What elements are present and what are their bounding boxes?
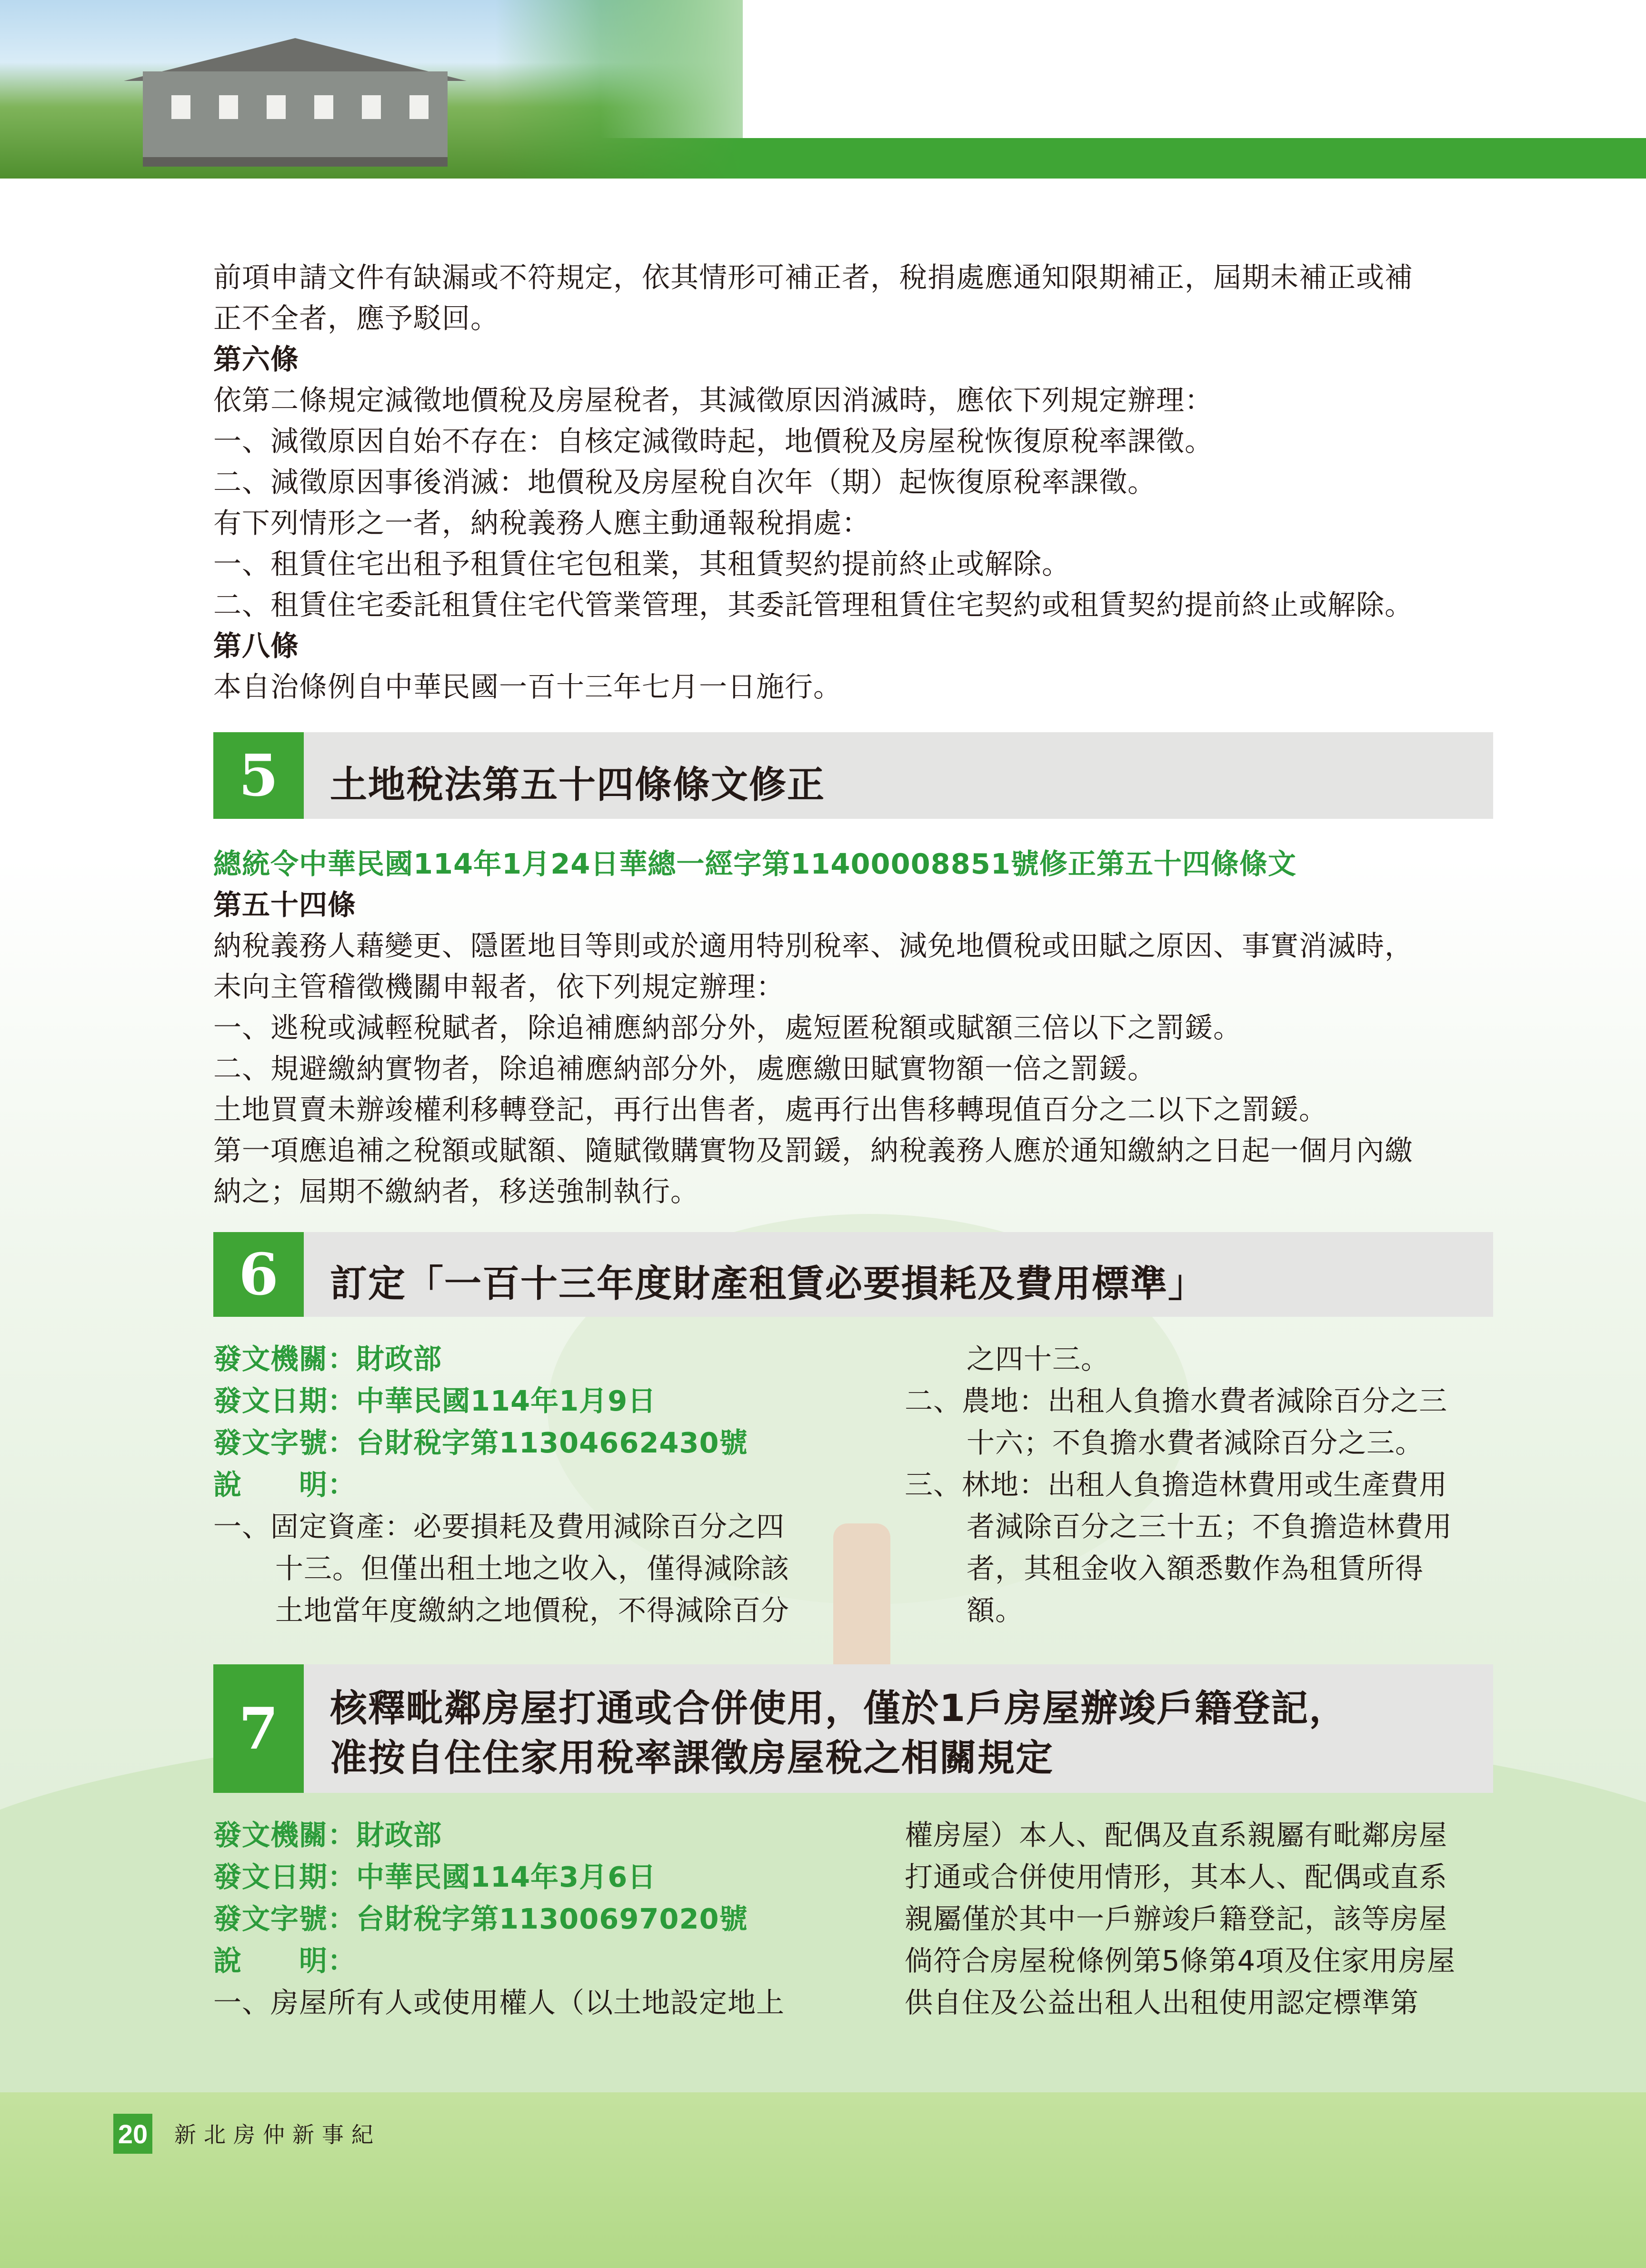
body-line: 一、固定資產：必要損耗及費用減除百分之四: [213, 1510, 785, 1543]
body-line: 納之；屆期不繳納者，移送強制執行。: [213, 1175, 699, 1208]
section-6-header: [213, 1232, 1493, 1317]
body-line: 一、減徵原因自始不存在：自核定減徵時起，地價稅及房屋稅恢復原稅率課徵。: [213, 425, 1214, 458]
section-number: 6: [213, 1232, 304, 1317]
section-number: 7: [213, 1664, 304, 1793]
body-line: 一、租賃住宅出租予租賃住宅包租業，其租賃契約提前終止或解除。: [213, 547, 1071, 580]
body-line: 一、逃稅或減輕稅賦者，除追補應納部分外，處短匿稅額或賦額三倍以下之罰鍰。: [213, 1011, 1242, 1044]
body-line: 之四十三。: [967, 1343, 1110, 1375]
body-line: 倘符合房屋稅條例第5條第4項及住家用房屋: [905, 1944, 1456, 1977]
body-line: 有下列情形之一者，納稅義務人應主動通報稅捐處：: [213, 507, 871, 539]
body-line: 前項申請文件有缺漏或不符規定，依其情形可補正者，稅捐處應通知限期補正，屆期未補正或補: [213, 261, 1414, 294]
magazine-title: 新北房仲新事紀: [174, 2122, 381, 2148]
body-line: 納稅義務人藉變更、隱匿地目等則或於適用特別稅率、減免地價稅或田賦之原因、事實消滅時，: [213, 929, 1414, 962]
body-line: 權房屋）本人、配偶及直系親屬有毗鄰房屋: [905, 1819, 1448, 1851]
body-line: 供自住及公益出租人出租使用認定標準第: [905, 1986, 1419, 2019]
body-line: 二、減徵原因事後消滅：地價稅及房屋稅自次年（期）起恢復原稅率課徵。: [213, 466, 1157, 498]
body-line: 正不全者，應予駁回。: [213, 302, 499, 335]
explain-label: 說 明：: [213, 1944, 357, 1977]
body-line: 額。: [967, 1594, 1024, 1627]
decree-line: 總統令中華民國114年1月24日華總一經字第11400008851號修正第五十四條條文: [213, 847, 1297, 880]
doc-number-line: 發文字號：台財稅字第11304662430號: [213, 1426, 748, 1459]
section-title: 訂定「一百十三年度財產租賃必要損耗及費用標準」: [330, 1263, 1207, 1305]
header-fade: [600, 0, 838, 138]
date-line: 發文日期：中華民國114年1月9日: [213, 1384, 657, 1417]
body-line: 親屬僅於其中一戶辦竣戶籍登記，該等房屋: [905, 1902, 1448, 1935]
body-line: 土地當年度繳納之地價稅，不得減除百分: [275, 1594, 790, 1627]
body-line: 打通或合併使用情形，其本人、配偶或直系: [905, 1860, 1448, 1893]
body-line: 十六；不負擔水費者減除百分之三。: [967, 1426, 1424, 1459]
body-line: 一、房屋所有人或使用權人（以土地設定地上: [213, 1986, 785, 2019]
body-line: 第一項應追補之稅額或賦額、隨賦徵購實物及罰鍰，納稅義務人應於通知繳納之日起一個月內繳: [213, 1134, 1414, 1167]
body-line: 者，其租金收入額悉數作為租賃所得: [967, 1552, 1424, 1585]
body-line: 土地買賣未辦竣權利移轉登記，再行出售者，處再行出售移轉現值百分之二以下之罰鍰。: [213, 1093, 1328, 1126]
body-line: 依第二條規定減徵地價稅及房屋稅者，其減徵原因消滅時，應依下列規定辦理：: [213, 384, 1214, 417]
page-number: 20: [113, 2114, 152, 2154]
section-title-line2: 准按自住住家用稅率課徵房屋稅之相關規定: [330, 1737, 1054, 1780]
explain-label: 說 明：: [213, 1468, 357, 1501]
issuer-line: 發文機關：財政部: [213, 1343, 442, 1375]
section-7-header: [213, 1664, 1493, 1793]
doc-number-line: 發文字號：台財稅字第11300697020號: [213, 1902, 748, 1935]
section-number: 5: [213, 732, 304, 819]
article-heading: 第八條: [213, 629, 299, 662]
body-line: 者減除百分之三十五；不負擔造林費用: [967, 1510, 1453, 1543]
body-line: 未向主管稽徵機關申報者，依下列規定辦理：: [213, 970, 785, 1003]
body-line: 十三。但僅出租土地之收入，僅得減除該: [275, 1552, 790, 1585]
body-line: 二、租賃住宅委託租賃住宅代管業管理，其委託管理租賃住宅契約或租賃契約提前終止或解除。: [213, 588, 1414, 621]
body-line: 二、規避繳納實物者，除追補應納部分外，處應繳田賦實物額一倍之罰鍰。: [213, 1052, 1157, 1085]
section-title: 土地稅法第五十四條條文修正: [330, 764, 826, 806]
date-line: 發文日期：中華民國114年3月6日: [213, 1860, 657, 1893]
issuer-line: 發文機關：財政部: [213, 1819, 442, 1851]
body-line: 三、林地：出租人負擔造林費用或生產費用: [905, 1468, 1448, 1501]
section-5-header: [213, 732, 1493, 819]
article-heading: 第六條: [213, 343, 299, 376]
body-line: 二、農地：出租人負擔水費者減除百分之三: [905, 1384, 1448, 1417]
section-title-line1: 核釋毗鄰房屋打通或合併使用，僅於1戶房屋辦竣戶籍登記，: [330, 1687, 1347, 1730]
article-heading: 第五十四條: [213, 888, 357, 921]
body-line: 本自治條例自中華民國一百十三年七月一日施行。: [213, 670, 842, 703]
header-white-area: [743, 0, 1646, 138]
